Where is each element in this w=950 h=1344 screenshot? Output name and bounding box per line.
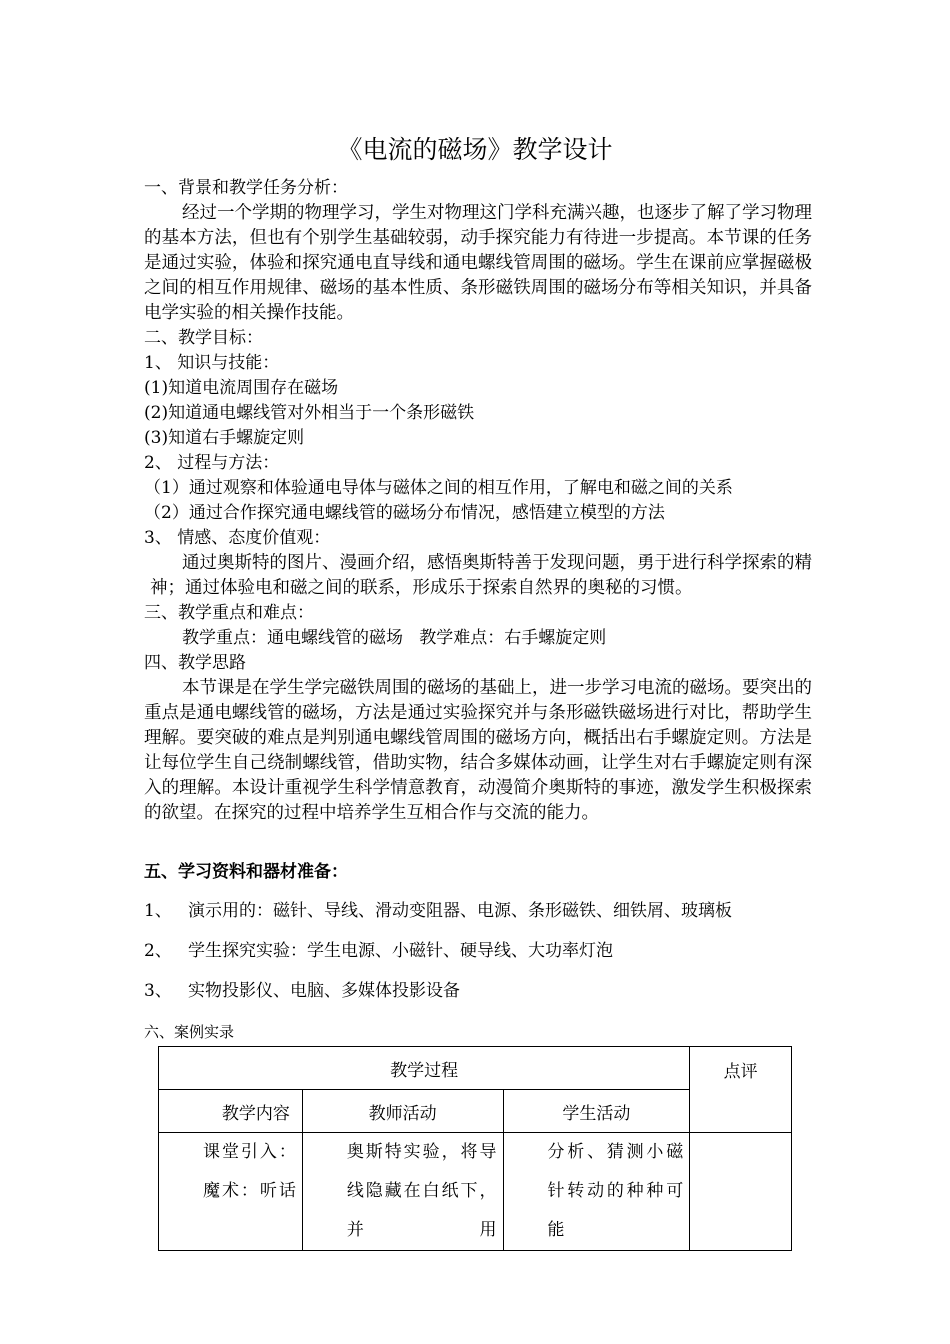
row-1-teacher: 奥斯特实验，将导线隐藏在白纸下，并用 (302, 1133, 503, 1251)
knowledge-item-3: (3)知道右手螺旋定则 (144, 428, 305, 448)
knowledge-item-2: (2)知道通电螺线管对外相当于一个条形磁铁 (144, 403, 475, 423)
row-1-comment (690, 1133, 792, 1251)
knowledge-item-1: (1)知道电流周围存在磁场 (144, 378, 339, 398)
header-teaching-content: 教学内容 (159, 1090, 303, 1133)
row-1-student: 分析、猜测小磁针转动的种种可能 (503, 1133, 690, 1251)
materials-item-1: 1、 演示用的：磁针、导线、滑动变阻器、电源、条形磁铁、细铁屑、玻璃板 (144, 901, 733, 921)
section-2-heading: 二、教学目标： (144, 328, 263, 348)
key-points-line: 教学重点：通电螺线管的磁场 教学难点：右手螺旋定则 (182, 628, 607, 648)
row-1-content: 课堂引入：魔术：听话 (159, 1133, 303, 1251)
section-1-paragraph (144, 201, 812, 326)
emotion-title: 3、 情感、态度价值观： (144, 528, 331, 548)
process-item-2: （2）通过合作探究通电螺线管的磁场分布情况，感悟建立模型的方法 (144, 503, 665, 523)
section-1-text: 经过一个学期的物理学习，学生对物理这门学科充满兴趣，也逐步了解了学习物理的基本方法，但也有个别学生基础较弱，动手探究能力有待进一步提高。本节课的任务是通过实验，体验和探究通电直导线和通电螺线管周围的磁场。学生在课前应掌握磁极之间的相互作用规律、磁场的基本性质、条形磁铁周围的磁场分布等相关知识，并具备电学实验的相关操作技能。 (144, 203, 812, 323)
process-title: 2、 过程与方法： (144, 453, 280, 473)
header-comment: 点评 (690, 1047, 792, 1133)
materials-item-2: 2、 学生探究实验：学生电源、小磁针、硬导线、大功率灯泡 (144, 941, 614, 961)
knowledge-title: 1、 知识与技能： (144, 353, 280, 373)
materials-item-3: 3、 实物投影仪、电脑、多媒体投影设备 (144, 981, 461, 1001)
section-1-heading: 一、背景和教学任务分析： (144, 178, 348, 198)
section-4-paragraph (144, 676, 812, 826)
section-3-heading: 三、教学重点和难点： (144, 603, 314, 623)
section-4-text: 本节课是在学生学完磁铁周围的磁场的基础上，进一步学习电流的磁场。要突出的重点是通电螺线管的磁场，方法是通过实验探究并与条形磁铁磁场进行对比，帮助学生理解。要突破的难点是判别通电螺线管周围的磁场方向，概括出右手螺旋定则。方法是让每位学生自己绕制螺线管，借助实物，结合多媒体动画，让学生对右手螺旋定则有深入的理解。本设计重视学生科学情意教育，动漫简介奥斯特的事迹，激发学生积极探索的欲望。在探究的过程中培养学生互相合作与交流的能力。 (144, 678, 812, 823)
header-student-activity: 学生活动 (503, 1090, 690, 1133)
header-teaching-process: 教学过程 (159, 1047, 690, 1090)
emotion-paragraph (150, 551, 812, 601)
document-title: 《电流的磁场》教学设计 (337, 135, 613, 164)
header-teacher-activity: 教师活动 (302, 1090, 503, 1133)
section-5-heading: 五、学习资料和器材准备： (144, 862, 348, 882)
process-item-1: （1）通过观察和体验通电导体与磁体之间的相互作用，了解电和磁之间的关系 (144, 478, 733, 498)
emotion-text: 通过奥斯特的图片、漫画介绍，感悟奥斯特善于发现问题，勇于进行科学探索的精神；通过体验电和磁之间的联系，形成乐于探索自然界的奥秘的习惯。 (150, 553, 812, 598)
section-6-heading: 六、案例实录 (144, 1023, 235, 1041)
section-4-heading: 四、教学思路 (144, 653, 246, 673)
case-table (158, 1046, 792, 1251)
